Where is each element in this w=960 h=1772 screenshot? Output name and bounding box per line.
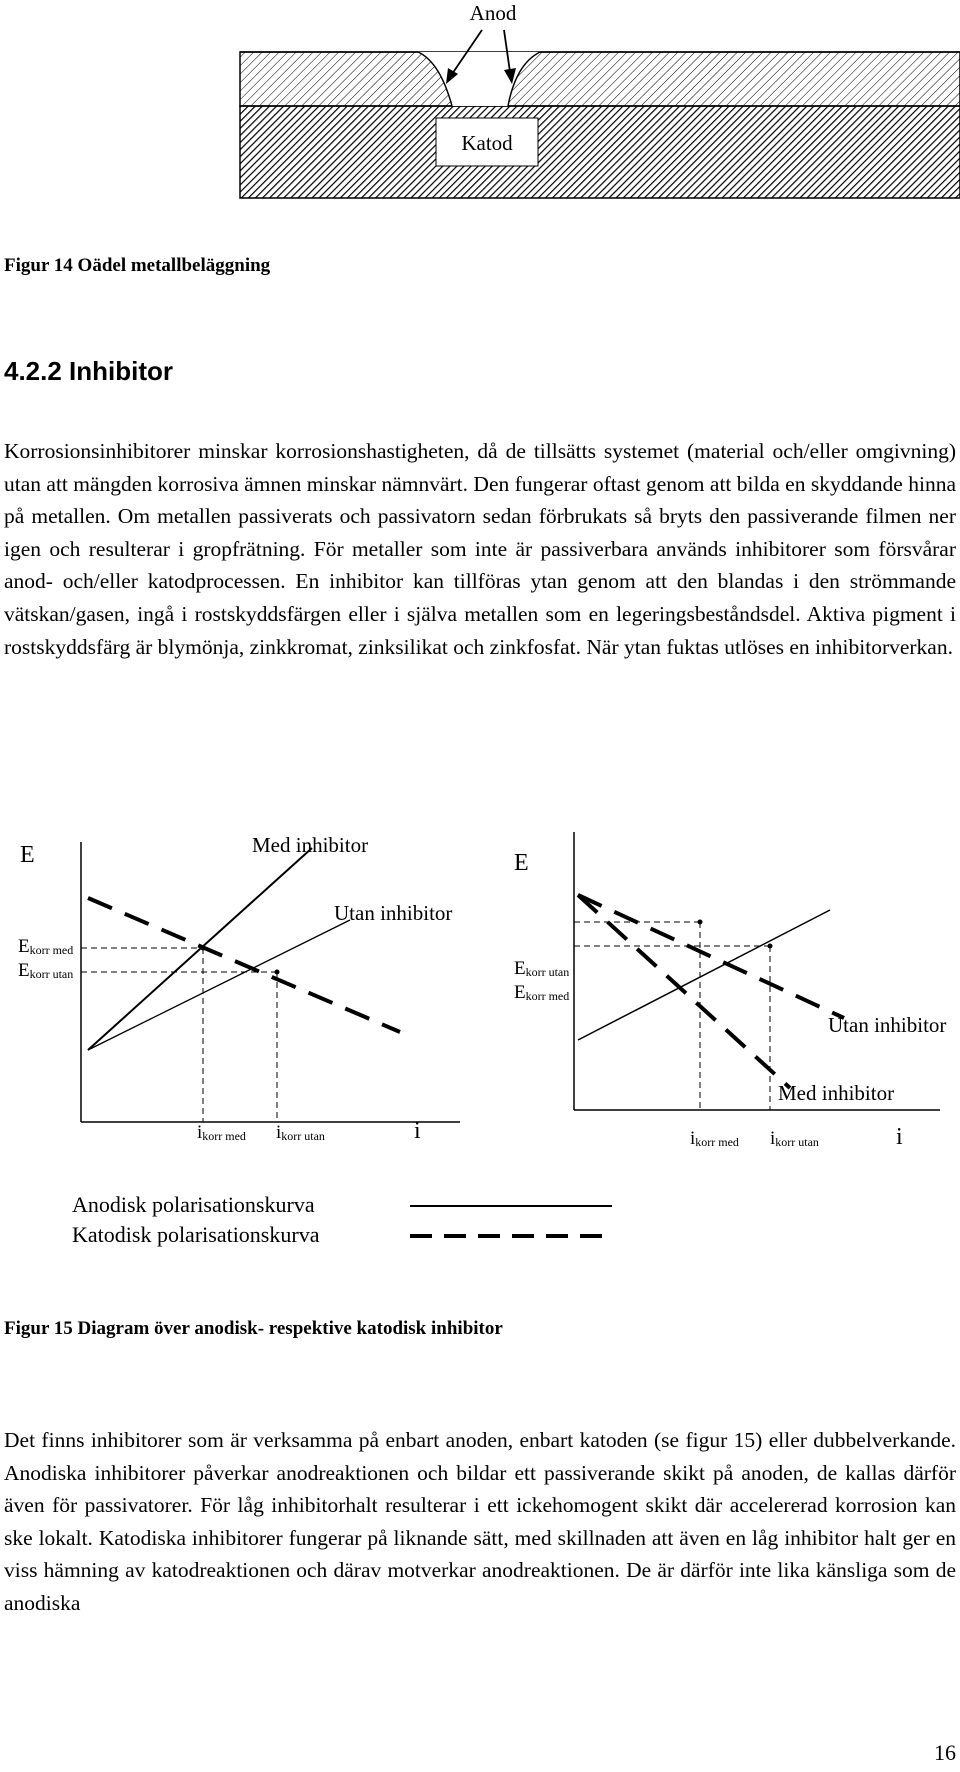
right-axis-y-label: E	[514, 850, 529, 876]
right-diagram	[514, 832, 946, 1150]
left-axis-x-label: i	[414, 1118, 421, 1144]
right-axis-x-label: i	[896, 1124, 903, 1150]
page-number: 16	[934, 1740, 956, 1765]
anod-label: Anod	[469, 1, 517, 25]
svg-text:ikorr med: ikorr med	[197, 1122, 246, 1143]
left-anodic-curve-2	[88, 920, 350, 1050]
section-heading: 4.2.2 Inhibitor	[4, 356, 174, 386]
substrate-layer	[240, 106, 960, 198]
legend-anodic-label: Anodisk polarisationskurva	[72, 1192, 315, 1217]
figure-15-caption: Figur 15 Diagram över anodisk- respektive katodisk inhibitor	[4, 1318, 503, 1339]
figure-15-diagram	[0, 820, 960, 1260]
right-med-label: Med inhibitor	[778, 1081, 895, 1105]
katod-label: Katod	[461, 131, 513, 155]
left-diagram	[18, 833, 460, 1144]
svg-text:Ekorr med: Ekorr med	[18, 936, 74, 957]
left-med-label: Med inhibitor	[252, 833, 369, 857]
figure-14-caption: Figur 14 Oädel metallbeläggning	[4, 255, 271, 276]
left-utan-label: Utan inhibitor	[334, 901, 453, 925]
svg-text:ikorr utan: ikorr utan	[276, 1122, 325, 1143]
paragraph-1: Korrosionsinhibitorer minskar korrosionshastigheten, då de tillsätts systemet (material och/eller omgivning) utan att mängden korrosiva ämnen minskar nämnvärt. Den fungerar oftast genom att bilda en skyddande hinna på metallen. Om metallen passiverats och passivatorn sedan förbrukats så bryts den passiverande filmen ner igen och resulterar i gropfrätning. För metaller som inte är passiverbara används inhibitorer som försvårar anod- och/eller katodprocessen. En inhibitor kan tillföras ytan genom att den blandas i den strömmande vätskan/gasen, ingå i rostskyddsfärgen eller i själva metallen som en legeringsbeståndsdel. Aktiva pigment i rostskyddsfärg är blymönja, zinkkromat, zinksilikat och zinkfosfat. När ytan fuktas utlöses en inhibitorverkan.	[4, 439, 956, 659]
coating-layer	[240, 52, 960, 106]
left-anodic-curve	[88, 848, 312, 1050]
right-cathodic-curve-utan	[578, 895, 844, 1018]
svg-text:Ekorr utan: Ekorr utan	[514, 958, 570, 979]
paragraph-2: Det finns inhibitorer som är verksamma på enbart anoden, enbart katoden (se figur 15) eller dubbelverkande. Anodiska inhibitorer påverkar anodreaktionen och bildar ett passiverande skikt på anoden, de kallas därför även för passivatorer. För låg inhibitorhalt resulterar i ett ickehomogent skikt där accelererad korrosion kan ske lokalt. Katodiska inhibitorer fungerar på liknande sätt, med skillnaden att även en låg inhibitor halt ger en viss hämning av katodreaktionen och därav motverkar anodreaktionen. De är därför inte lika känsliga som de anodiska	[4, 1428, 956, 1615]
legend	[72, 1192, 612, 1247]
left-axis-y-label: E	[20, 842, 35, 868]
right-cathodic-curve-med	[578, 895, 790, 1088]
legend-cathodic-label: Katodisk polarisationskurva	[72, 1222, 320, 1247]
svg-text:Ekorr med: Ekorr med	[514, 982, 570, 1003]
figure-14-diagram	[0, 0, 960, 215]
svg-text:Ekorr utan: Ekorr utan	[18, 960, 74, 981]
svg-text:ikorr med: ikorr med	[690, 1128, 739, 1149]
svg-text:ikorr utan: ikorr utan	[770, 1128, 819, 1149]
right-utan-label: Utan inhibitor	[828, 1013, 947, 1037]
